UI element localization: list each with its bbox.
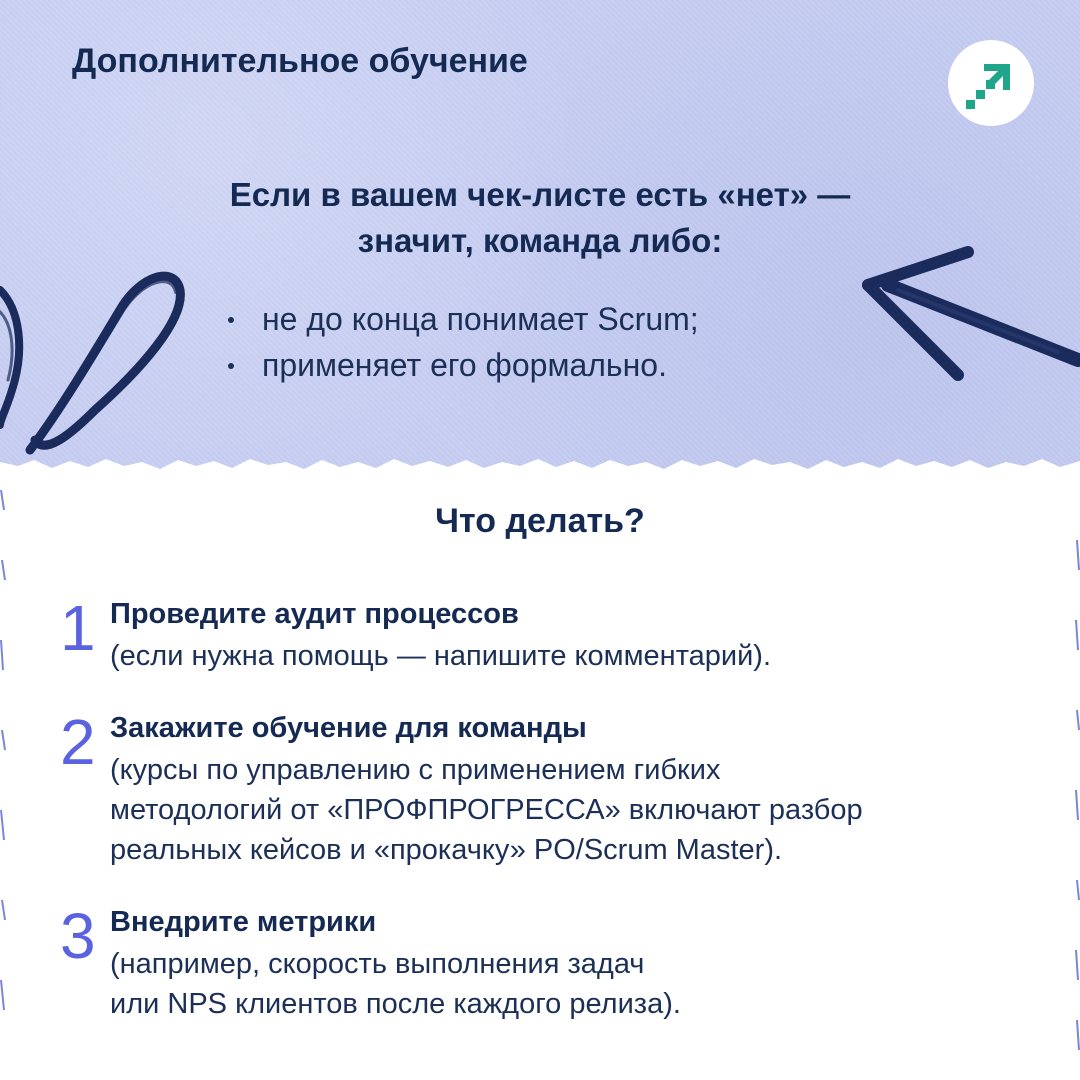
step-description-line: (курсы по управлению с применением гибких: [110, 754, 721, 786]
step-description-line: реальных кейсов и «прокачку» PO/Scrum Master).: [110, 834, 783, 866]
section-title: Что делать?: [435, 502, 645, 540]
intro-text: [100, 172, 980, 264]
step-title: Внедрите метрики: [110, 906, 377, 938]
step-description: [110, 944, 681, 1024]
arrow-up-right-icon: [962, 54, 1020, 112]
step-number: 2: [60, 706, 96, 778]
bullet-list: [228, 296, 699, 388]
step-title: Закажите обучение для команды: [110, 712, 587, 744]
step-description-line: или NPS клиентов после каждого релиза).: [110, 988, 681, 1020]
step-description: [110, 750, 863, 870]
step-description-line: методологий от «ПРОФПРОГРЕССА» включают разбор: [110, 794, 863, 826]
logo: [948, 40, 1034, 126]
step-number: 3: [60, 900, 96, 972]
scribble-loop-icon: [0, 250, 200, 470]
step-description-line: (если нужна помощь — напишите комментарий).: [110, 640, 772, 672]
intro-line: Если в вашем чек-листе есть «нет» —: [229, 176, 851, 213]
step-description-line: (например, скорость выполнения задач: [110, 948, 645, 980]
page-title: Дополнительное обучение: [72, 42, 528, 80]
step-number: 1: [60, 592, 96, 664]
step-title: Проведите аудит процессов: [110, 598, 519, 630]
bullet-item: применяет его формально.: [228, 342, 699, 388]
bullet-item: не до конца понимает Scrum;: [228, 296, 699, 342]
intro-line: значит, команда либо:: [357, 222, 723, 259]
right-edge-decoration: [1074, 480, 1080, 1070]
left-edge-decoration: [0, 480, 6, 1070]
step-description: [110, 636, 771, 676]
